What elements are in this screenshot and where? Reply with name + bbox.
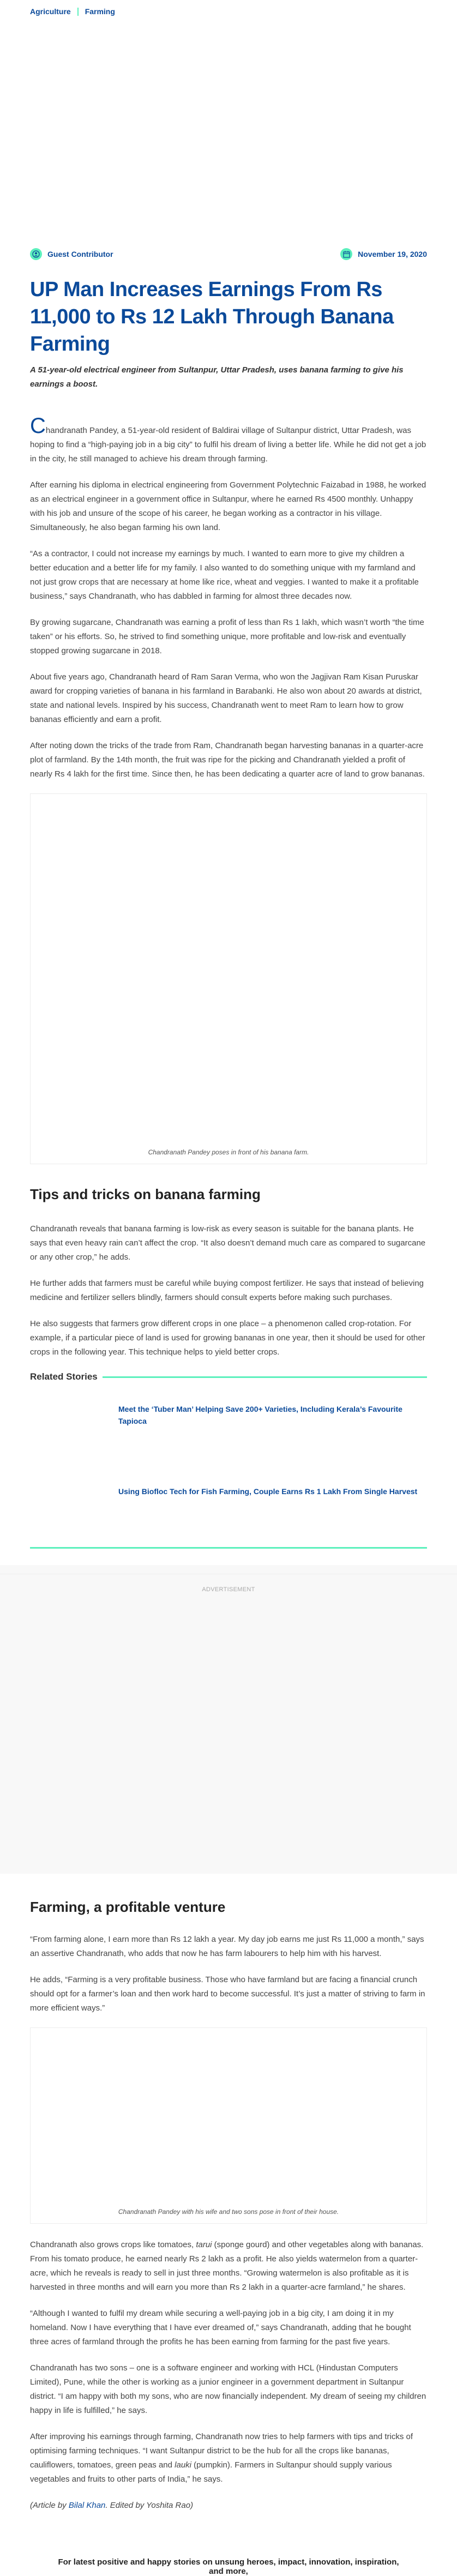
section-heading: Tips and tricks on banana farming: [30, 1186, 261, 1202]
article-title: UP Man Increases Earnings From Rs 11,000 to Rs 12 Lakh Through Banana Farming: [30, 278, 394, 356]
paragraph: About five years ago, Chandranath heard of Ram Saran Verma, who won the Jagjivan Ram Kisan Puruskar award for cropping varieties of banana in his farmland in Barabanki. He also won about 20 awards at district, state and national levels. Inspired by his success, Chandranath went to meet Ram to learn how to grow bananas efficiently and earn a profit.: [30, 672, 422, 724]
paragraph: Chandranath reveals that banana farming is low-risk as every season is suitable for the banana plants. He says that even heavy rain can’t affect the crop. “It also doesn’t demand much care as compared to sugarcane or any other crop,” he adds.: [30, 1224, 426, 1262]
date-text: November 19, 2020: [358, 250, 427, 258]
paragraph: “As a contractor, I could not increase my earnings by much. I wanted to earn more to give my children a better education and a better life for my family. I also wanted to do something unique with my farmland and not just grow crops that are necessary at home like rice, wheat and veggies. I wanted to make it a profitable business,” says Chandranath, who has dabbled in farming for almost three decades now.: [30, 549, 419, 601]
section-tips: [30, 1185, 427, 1359]
related-story[interactable]: [30, 1382, 427, 1465]
hero-image-placeholder: [30, 22, 427, 240]
newsletter-cta: For latest positive and happy stories on unsung heroes, impact, innovation, inspiration, and more,: [58, 2557, 399, 2576]
paragraph: “Although I wanted to fulfil my dream while securing a well-paying job in a big city, I am doing it in my homeland. Now I have everything that I have ever dreamed of,” says Chandranath, adding that he bought three acres of farmland through the profits he has been earning from farming for the past five years.: [30, 2309, 411, 2346]
related-story-link[interactable]: Using Biofloc Tech for Fish Farming, Couple Earns Rs 1 Lakh From Single Harvest: [118, 1487, 418, 1496]
paragraph: He further adds that farmers must be careful while buying compost fertilizer. He says that instead of believing medicine and fertilizer sellers blindly, farmers should consult experts before making such purchases.: [30, 1279, 424, 1302]
related-stories: [30, 1371, 427, 1549]
related-story-link[interactable]: Meet the ‘Tuber Man’ Helping Save 200+ Varieties, Including Kerala’s Favourite Tapioca: [118, 1405, 402, 1425]
figure-caption: Chandranath Pandey poses in front of his banana farm.: [148, 1148, 309, 1156]
related-thumbnail[interactable]: [30, 1465, 118, 1547]
author-link[interactable]: Bilal Khan: [68, 2501, 106, 2510]
article-subtitle: A 51-year-old electrical engineer from Sultanpur, Uttar Pradesh, uses banana farming to give his earnings a boost.: [30, 365, 404, 389]
figure-family: [30, 2027, 427, 2224]
section-profitable-venture: [30, 1898, 427, 2513]
paragraph: He also suggests that farmers grow different crops in one place – a phenomenon called crop-rotation. For example, if a particular piece of land is used for growing bananas in one year, then it should be used for other crops in the following year. This technique helps to yield better crops.: [30, 1319, 425, 1357]
breadcrumb-agriculture[interactable]: Agriculture: [30, 7, 71, 16]
paragraph: Chandranath also grows crops like tomatoes, tarui (sponge gourd) and other vegetables along with bananas. From his tomato produce, he earned nearly Rs 2 lakh as a profit. He also yields watermelon from a quarter-acre, which he reveals is ready to sell in just three months. “Growing watermelon is also profitable as it is harvested in three months and will earn you more than Rs 2 lakh in a quarter-acre farmland,” he shares.: [30, 2240, 424, 2292]
figure-banana-farm: [30, 793, 427, 1164]
figure-image: [31, 794, 426, 1143]
related-heading: Related Stories: [30, 1371, 98, 1382]
paragraph: He adds, “Farming is a very profitable business. Those who have farmland but are facing a financial crunch should opt for a farmer’s loan and then work hard to become successful. It’s just a matter of striving to farm in more efficient ways.”: [30, 1975, 425, 2013]
paragraph: After improving his earnings through farming, Chandranath now tries to help farmers with tips and tricks of optimising farming techniques. “I want Sultanpur district to be the hub for all the crops like bananas, cauliflowers, tomatoes, green peas and lauki (pumpkin). Farmers in Sultanpur should supply various vegetables and fruits to other parts of India,” he says.: [30, 2432, 413, 2484]
author-name: Guest Contributor: [47, 250, 113, 258]
breadcrumb-separator: [77, 8, 79, 16]
section-heading: Farming, a profitable venture: [30, 1899, 226, 1915]
author[interactable]: [30, 248, 113, 260]
paragraph: By growing sugarcane, Chandranath was earning a profit of less than Rs 1 lakh, which wasn’t worth “the time taken” or his efforts. So, he strived to find something unique, more profitable and low-risk and eventually stopped growing sugarcane in 2018.: [30, 618, 424, 655]
calendar-icon: [340, 248, 352, 260]
user-icon: [30, 248, 42, 260]
intro-paragraph: Chandranath Pandey, a 51-year-old resident of Baldirai village of Sultanpur district, Uttar Pradesh, was hoping to find a “high-paying job in a big city” to fulfil his dream of living a better life. While he did not get a job in the city, he still managed to achieve his dream through farming.: [30, 414, 426, 464]
paragraph: After earning his diploma in electrical engineering from Government Polytechnic Faizabad in 1988, he worked as an electrical engineer in a government office in Sultanpur, where he earned Rs 4500 monthly. Unhappy with his job and unsure of the scope of his career, he began working as a contractor in his village. Simultaneously, he also began farming his own land.: [30, 480, 426, 532]
paragraph: “From farming alone, I earn more than Rs 12 lakh a year. My day job earns me just Rs 11,000 a month,” says an assertive Chandranath, who adds that now he has farm labourers to help him with his harvest.: [30, 1935, 424, 1958]
article-body: [30, 414, 427, 781]
related-divider: [103, 1376, 427, 1378]
paragraph: Chandranath has two sons – one is a software engineer and working with HCL (Hindustan Computers Limited), Pune, while the other is working as a junior engineer in a government department in Sultanpur district. “I am happy with both my sons, who are now financially independent. My dream of seeing my children happy in life is fulfilled,” he says.: [30, 2363, 426, 2415]
article-meta: [30, 240, 427, 268]
breadcrumb: [30, 0, 427, 22]
figure-image: [31, 2028, 426, 2202]
advertisement: [0, 1574, 457, 1874]
ad-label: ADVERTISEMENT: [202, 1586, 255, 1593]
ad-top-strip: [0, 1565, 457, 1574]
related-thumbnail[interactable]: [30, 1382, 118, 1465]
publish-date: [340, 248, 427, 260]
paragraph: After noting down the tricks of the trade from Ram, Chandranath began harvesting bananas in a quarter-acre plot of farmland. By the 14th month, the fruit was ripe for the picking and Chandranath yielded a profit of nearly Rs 4 lakh for the first time. Since then, he has been dedicating a quarter acre of land to grow bananas.: [30, 741, 425, 779]
breadcrumb-farming[interactable]: Farming: [85, 7, 115, 16]
related-story[interactable]: [30, 1465, 427, 1547]
figure-caption: Chandranath Pandey with his wife and two sons pose in front of their house.: [118, 2208, 339, 2216]
related-header: [30, 1371, 427, 1382]
article-credit: (Article by Bilal Khan. Edited by Yoshita Rao): [30, 2501, 194, 2510]
dropcap: C: [30, 414, 46, 438]
